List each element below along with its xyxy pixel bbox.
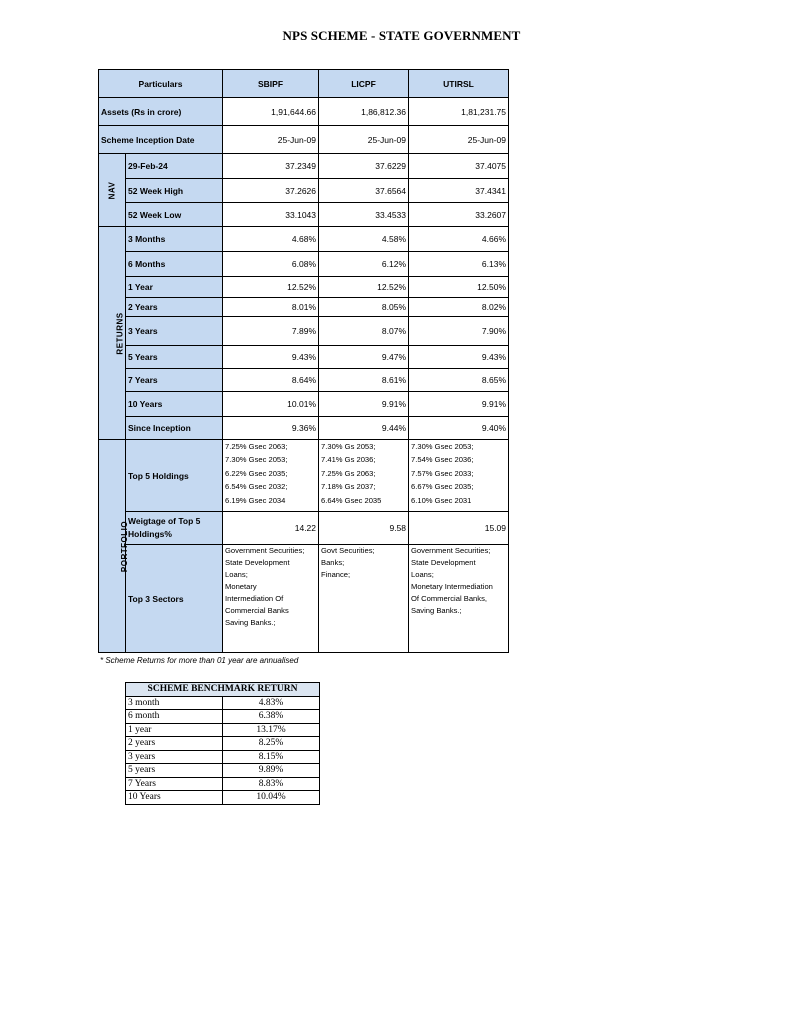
nav-value: 33.4533 — [319, 203, 409, 227]
fund-header-sbipf: SBIPF — [223, 70, 319, 98]
return-value: 6.08% — [223, 252, 319, 277]
weightage-sbipf: 14.22 — [223, 512, 319, 545]
return-value: 12.52% — [319, 277, 409, 298]
nav-row-label: 52 Week Low — [126, 203, 223, 227]
return-value: 9.36% — [223, 417, 319, 440]
nav-value: 37.2626 — [223, 179, 319, 203]
page-title: NPS SCHEME - STATE GOVERNMENT — [282, 28, 521, 43]
benchmark-period: 10 Years — [126, 791, 223, 805]
return-value: 6.12% — [319, 252, 409, 277]
inception-label: Scheme Inception Date — [99, 126, 223, 154]
table-row — [126, 737, 320, 751]
nav-group-label: NAV — [99, 154, 126, 227]
returns-row-label: 6 Months — [126, 252, 223, 277]
return-value: 8.07% — [319, 317, 409, 346]
return-value: 10.01% — [223, 392, 319, 417]
table-row — [126, 696, 320, 710]
return-value: 4.66% — [409, 227, 509, 252]
return-value: 4.68% — [223, 227, 319, 252]
table-row — [126, 791, 320, 805]
return-value: 12.52% — [223, 277, 319, 298]
nav-row-label: 29-Feb-24 — [126, 154, 223, 179]
table-row — [99, 369, 509, 392]
benchmark-period: 6 month — [126, 710, 223, 724]
return-value: 9.40% — [409, 417, 509, 440]
return-value: 9.47% — [319, 346, 409, 369]
table-row — [99, 346, 509, 369]
returns-row-label: 5 Years — [126, 346, 223, 369]
returns-footnote: * Scheme Returns for more than 01 year are annualised — [100, 656, 299, 665]
benchmark-title: SCHEME BENCHMARK RETURN — [126, 683, 320, 697]
return-value: 9.43% — [409, 346, 509, 369]
returns-row-label: 1 Year — [126, 277, 223, 298]
top-sectors-utirsl: Government Securities; State Development Loans; Monetary Intermediation Of Commercial Banks, Saving Banks.; — [409, 545, 509, 653]
inception-sbipf: 25-Jun-09 — [223, 126, 319, 154]
assets-utirsl: 1,81,231.75 — [409, 98, 509, 126]
benchmark-period: 7 Years — [126, 777, 223, 791]
returns-row-label: 3 Years — [126, 317, 223, 346]
top-holdings-sbipf: 7.25% Gsec 2063; 7.30% Gsec 2053; 6.22% Gsec 2035; 6.54% Gsec 2032; 6.19% Gsec 2034 — [223, 440, 319, 512]
benchmark-value: 8.15% — [223, 750, 320, 764]
returns-group-label: RETURNS — [99, 227, 126, 440]
benchmark-value: 8.83% — [223, 777, 320, 791]
top-sectors-label: Top 3 Sectors — [126, 545, 223, 653]
table-row — [99, 277, 509, 298]
return-value: 9.44% — [319, 417, 409, 440]
return-value: 8.05% — [319, 298, 409, 317]
table-row — [99, 317, 509, 346]
top-holdings-label: Top 5 Holdings — [126, 440, 223, 512]
returns-row-label: 2 Years — [126, 298, 223, 317]
benchmark-value: 6.38% — [223, 710, 320, 724]
return-value: 7.90% — [409, 317, 509, 346]
nav-value: 37.6229 — [319, 154, 409, 179]
benchmark-period: 2 years — [126, 737, 223, 751]
table-row — [99, 179, 509, 203]
table-row — [99, 98, 509, 126]
table-row — [99, 392, 509, 417]
inception-utirsl: 25-Jun-09 — [409, 126, 509, 154]
portfolio-group-label: PORTFOLIO — [99, 440, 126, 653]
table-row — [126, 764, 320, 778]
benchmark-value: 4.83% — [223, 696, 320, 710]
table-row — [126, 723, 320, 737]
nav-value: 33.2607 — [409, 203, 509, 227]
return-value: 8.64% — [223, 369, 319, 392]
benchmark-period: 5 years — [126, 764, 223, 778]
benchmark-table — [125, 682, 320, 805]
returns-row-label: Since Inception — [126, 417, 223, 440]
particulars-header: Particulars — [99, 70, 223, 98]
return-value: 8.65% — [409, 369, 509, 392]
returns-row-label: 7 Years — [126, 369, 223, 392]
return-value: 6.13% — [409, 252, 509, 277]
assets-sbipf: 1,91,644.66 — [223, 98, 319, 126]
assets-licpf: 1,86,812.36 — [319, 98, 409, 126]
return-value: 8.01% — [223, 298, 319, 317]
returns-row-label: 3 Months — [126, 227, 223, 252]
table-row — [99, 512, 509, 545]
weightage-label: Weigtage of Top 5 Holdings% — [126, 512, 223, 545]
return-value: 8.02% — [409, 298, 509, 317]
nav-value: 33.1043 — [223, 203, 319, 227]
table-row — [99, 417, 509, 440]
benchmark-value: 10.04% — [223, 791, 320, 805]
benchmark-value: 13.17% — [223, 723, 320, 737]
return-value: 4.58% — [319, 227, 409, 252]
nav-value: 37.4341 — [409, 179, 509, 203]
return-value: 9.43% — [223, 346, 319, 369]
top-holdings-utirsl: 7.30% Gsec 2053; 7.54% Gsec 2036; 7.57% Gsec 2033; 6.67% Gsec 2035; 6.10% Gsec 2031 — [409, 440, 509, 512]
nav-row-label: 52 Week High — [126, 179, 223, 203]
top-sectors-licpf: Govt Securities; Banks; Finance; — [319, 545, 409, 653]
return-value: 7.89% — [223, 317, 319, 346]
returns-row-label: 10 Years — [126, 392, 223, 417]
table-row — [99, 440, 509, 512]
nps-scheme-table — [98, 69, 509, 653]
table-row — [99, 203, 509, 227]
table-row — [126, 777, 320, 791]
table-row — [99, 154, 509, 179]
top-holdings-licpf: 7.30% Gs 2053; 7.41% Gs 2036; 7.25% Gs 2063; 7.18% Gs 2037; 6.64% Gsec 2035 — [319, 440, 409, 512]
return-value: 9.91% — [319, 392, 409, 417]
return-value: 12.50% — [409, 277, 509, 298]
table-row — [99, 252, 509, 277]
table-row — [126, 750, 320, 764]
benchmark-period: 1 year — [126, 723, 223, 737]
benchmark-value: 9.89% — [223, 764, 320, 778]
benchmark-period: 3 month — [126, 696, 223, 710]
return-value: 9.91% — [409, 392, 509, 417]
nav-value: 37.4075 — [409, 154, 509, 179]
table-row — [99, 126, 509, 154]
return-value: 8.61% — [319, 369, 409, 392]
nav-value: 37.2349 — [223, 154, 319, 179]
table-row — [126, 710, 320, 724]
top-sectors-sbipf: Government Securities; State Development Loans; Monetary Intermediation Of Commercial Banks Saving Banks.; — [223, 545, 319, 653]
benchmark-period: 3 years — [126, 750, 223, 764]
weightage-licpf: 9.58 — [319, 512, 409, 545]
assets-label: Assets (Rs in crore) — [99, 98, 223, 126]
benchmark-value: 8.25% — [223, 737, 320, 751]
table-row — [99, 545, 509, 653]
table-row — [99, 227, 509, 252]
fund-header-utirsl: UTIRSL — [409, 70, 509, 98]
fund-header-licpf: LICPF — [319, 70, 409, 98]
table-row — [99, 298, 509, 317]
nav-value: 37.6564 — [319, 179, 409, 203]
weightage-utirsl: 15.09 — [409, 512, 509, 545]
inception-licpf: 25-Jun-09 — [319, 126, 409, 154]
